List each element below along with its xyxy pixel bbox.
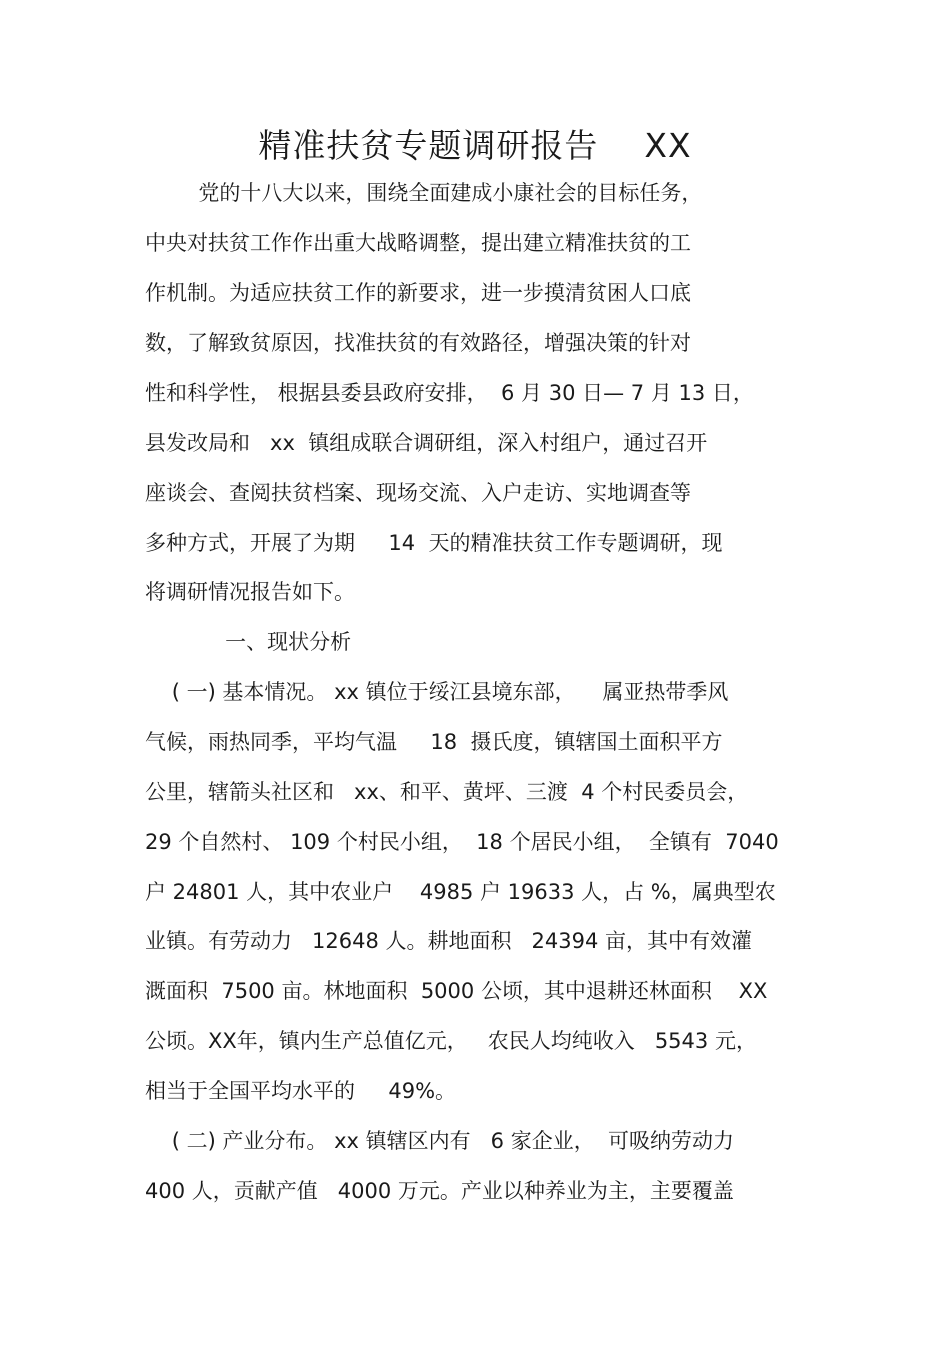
- paragraph-line: 座谈会、查阅扶贫档案、现场交流、入户走访、实地调查等: [145, 481, 691, 505]
- paragraph-line: 县发改局和 xx 镇组成联合调研组，深入村组户，通过召开: [145, 431, 708, 455]
- paragraph-line: ( 二) 产业分布。 xx 镇辖区内有 6 家企业， 可吸纳劳动力: [145, 1129, 735, 1153]
- paragraph-line: 400 人，贡献产值 4000 万元。产业以种养业为主，主要覆盖: [145, 1179, 734, 1203]
- paragraph-line: 溉面积 7500 亩。林地面积 5000 公顷，其中退耕还林面积 XX: [145, 979, 768, 1003]
- paragraph-line: 党的十八大以来，围绕全面建成小康社会的目标任务，: [145, 181, 703, 205]
- section-heading: 一、现状分析: [145, 630, 352, 654]
- paragraph-line: 公顷。XX年，镇内生产总值亿元， 农民人均纯收入 5543 元，: [145, 1029, 757, 1053]
- paragraph-line: 中央对扶贫工作作出重大战略调整，提出建立精准扶贫的工: [145, 231, 691, 255]
- paragraph-line: 性和科学性， 根据县委县政府安排， 6 月 30 日— 7 月 13 日，: [145, 381, 754, 405]
- paragraph-line: ( 一) 基本情况。 xx 镇位于绥江县境东部， 属亚热带季风: [145, 680, 729, 704]
- paragraph-line: 多种方式，开展了为期 14 天的精准扶贫工作专题调研，现: [145, 531, 723, 555]
- paragraph-line: 相当于全国平均水平的 49%。: [145, 1079, 457, 1103]
- paragraph-line: 将调研情况报告如下。: [145, 580, 355, 604]
- paragraph-line: 业镇。有劳动力 12648 人。耕地面积 24394 亩，其中有效灌: [145, 929, 753, 953]
- paragraph-line: 数，了解致贫原因，找准扶贫的有效路径，增强决策的针对: [145, 331, 691, 355]
- paragraph-line: 户 24801 人，其中农业户 4985 户 19633 人，占 %，属典型农: [145, 880, 776, 904]
- paragraph-line: 气候，雨热同季，平均气温 18 摄氏度，镇辖国土面积平方: [145, 730, 723, 754]
- paragraph-line: 29 个自然村、 109 个村民小组， 18 个居民小组， 全镇有 7040: [145, 830, 779, 854]
- document-title: 精准扶贫专题调研报告 XX: [258, 126, 692, 165]
- paragraph-line: 公里，辖箭头社区和 xx、和平、黄坪、三渡 4 个村民委员会，: [145, 780, 749, 804]
- paragraph-line: 作机制。为适应扶贫工作的新要求，进一步摸清贫困人口底: [145, 281, 691, 305]
